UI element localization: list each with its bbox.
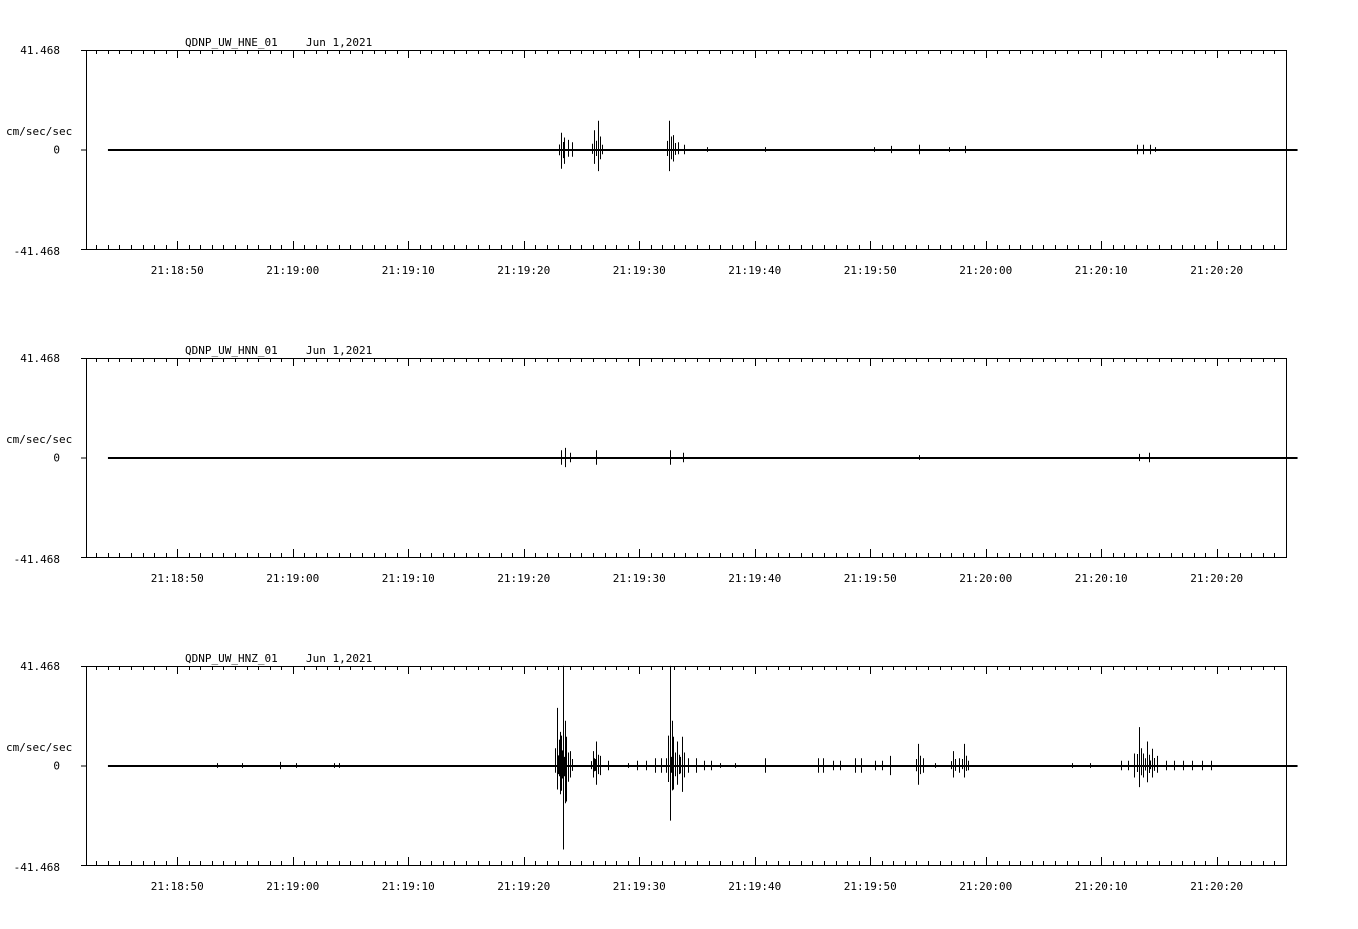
x-tick-label: 21:19:30 <box>612 572 666 585</box>
panel-date: Jun 1,2021 <box>306 652 373 665</box>
x-tick-label: 21:20:00 <box>959 880 1013 893</box>
x-tick-label: 21:19:20 <box>497 572 551 585</box>
y-tick-label-zero: 0 <box>53 143 60 157</box>
x-tick-label: 21:19:10 <box>381 572 435 585</box>
x-tick-label: 21:20:20 <box>1190 572 1244 585</box>
y-axis-label: cm/sec/sec <box>6 125 73 138</box>
x-tick-label: 21:18:50 <box>150 264 204 277</box>
y-tick-label-max: 41.468 <box>20 352 60 365</box>
x-tick-label: 21:19:10 <box>381 880 435 893</box>
x-tick-label: 21:20:10 <box>1074 572 1128 585</box>
x-tick-label: 21:18:50 <box>150 572 204 585</box>
x-tick-label: 21:19:40 <box>728 572 782 585</box>
y-axis-label: cm/sec/sec <box>6 741 73 754</box>
x-tick-label: 21:20:00 <box>959 264 1013 277</box>
x-tick-label: 21:20:00 <box>959 572 1013 585</box>
x-tick-label: 21:20:10 <box>1074 264 1128 277</box>
x-tick-label: 21:18:50 <box>150 880 204 893</box>
panel-title: QDNP_UW_HNE_01 <box>185 36 278 49</box>
panel-date: Jun 1,2021 <box>306 36 373 49</box>
x-tick-label: 21:19:50 <box>843 880 897 893</box>
x-tick-label: 21:19:00 <box>266 880 320 893</box>
x-tick-label: 21:19:30 <box>612 880 666 893</box>
x-tick-label: 21:20:20 <box>1190 880 1244 893</box>
y-axis-label: cm/sec/sec <box>6 433 73 446</box>
x-tick-label: 21:19:10 <box>381 264 435 277</box>
y-tick-label-min: -41.468 <box>13 245 60 258</box>
x-tick-label: 21:19:50 <box>843 264 897 277</box>
x-tick-label: 21:19:00 <box>266 572 320 585</box>
y-tick-label-max: 41.468 <box>20 660 60 673</box>
y-tick-label-min: -41.468 <box>13 553 60 566</box>
panel-title: QDNP_UW_HNN_01 <box>185 344 278 357</box>
y-tick-label-max: 41.468 <box>20 44 60 57</box>
x-tick-label: 21:20:20 <box>1190 264 1244 277</box>
panel-title: QDNP_UW_HNZ_01 <box>185 652 278 665</box>
x-tick-label: 21:19:20 <box>497 264 551 277</box>
x-tick-label: 21:19:20 <box>497 880 551 893</box>
x-tick-label: 21:19:50 <box>843 572 897 585</box>
y-tick-label-min: -41.468 <box>13 861 60 874</box>
x-tick-label: 21:19:00 <box>266 264 320 277</box>
x-tick-label: 21:19:40 <box>728 264 782 277</box>
x-tick-label: 21:19:40 <box>728 880 782 893</box>
y-tick-label-zero: 0 <box>53 759 60 773</box>
x-tick-label: 21:19:30 <box>612 264 666 277</box>
y-tick-label-zero: 0 <box>53 451 60 465</box>
x-tick-label: 21:20:10 <box>1074 880 1128 893</box>
panel-date: Jun 1,2021 <box>306 344 373 357</box>
